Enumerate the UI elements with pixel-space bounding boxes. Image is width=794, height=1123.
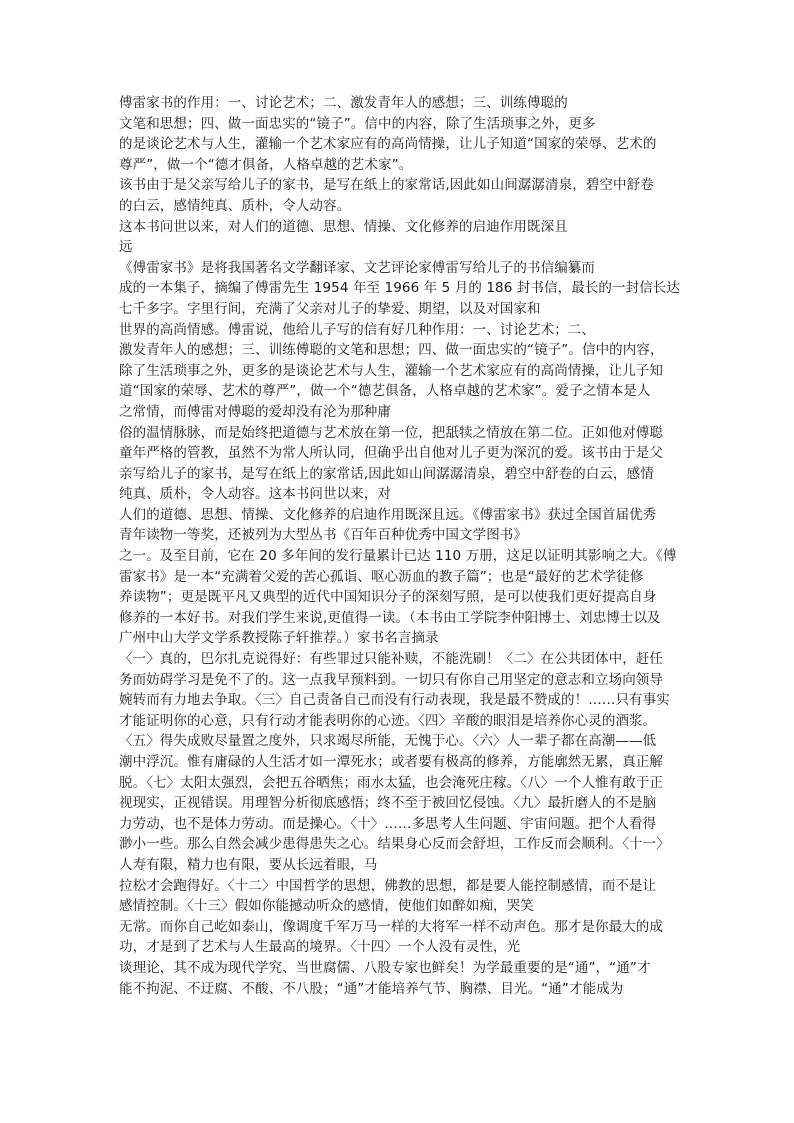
text-line: 成的一本集子，摘编了傅雷先生 1954 年至 1966 年 5 月的 186 封书信，最长的一封信长达 (119, 280, 680, 297)
text-line: 傅雷家书的作用：一、讨论艺术；二、激发青年人的感想；三、训练傅聪的 (119, 95, 568, 111)
text-line: 视现实，正视错误。用理智分析彻底感悟；终不至于被回忆侵蚀。〈九〉最折磨人的不是脑 (119, 795, 657, 812)
text-line: 之一。及至目前，它在 20 多年间的发行量累计已达 110 万册，这足以证明其影响之大。《傅 (119, 548, 677, 565)
text-line: 的白云，感情纯真、质朴，令人动容。 (119, 197, 351, 214)
text-line: 这本书问世以来，对人们的道德、思想、情操、文化修养的启迪作用既深且 (119, 218, 568, 235)
text-line: 该书由于是父亲写给儿子的家书，是写在纸上的家常话,因此如山间潺潺清泉，碧空中舒卷 (119, 177, 654, 194)
text-line: 七千多字。字里行间，充满了父亲对儿子的挚爱、期望，以及对国家和 (119, 300, 541, 317)
text-line: 〈五〉得失成败尽量置之度外，只求竭尽所能，无愧于心。〈六〉人一辈子都在高潮——低 (119, 733, 657, 750)
text-line: 能不拘泥、不迂腐、不酸、不八股；“通”才能培养气节、胸襟、目光。“通”才能成为 (119, 980, 624, 997)
text-line: 激发青年人的感想；三、训练傅聪的文笔和思想；四、做一面忠实的“镜子”。信中的内容， (119, 342, 664, 359)
text-line: 尊严”，做一个“德才俱备，人格卓越的艺术家”。 (119, 156, 413, 173)
text-line: 〈一〉真的，巴尔扎克说得好：有些罪过只能补赎，不能洗刷！〈二〉在公共团体中，赶任 (119, 651, 663, 668)
text-line: 纯真、质朴，令人动容。这本书问世以来，对 (119, 486, 391, 503)
text-line: 《傅雷家书》是将我国著名文学翻译家、文艺评论家傅雷写给儿子的书信编纂而 (119, 259, 595, 276)
text-line: 除了生活琐事之外，更多的是谈论艺术与人生，灌输一个艺术家应有的高尚情操，让儿子知 (119, 362, 663, 379)
text-line: 的是谈论艺术与人生，灌输一个艺术家应有的高尚情操，让儿子知道“国家的荣辱、艺术的 (119, 136, 657, 153)
text-line: 亲写给儿子的家书，是写在纸上的家常话,因此如山间潺潺清泉，碧空中舒卷的白云，感情 (119, 465, 654, 482)
text-line: 力劳动，也不是体力劳动。而是操心。〈十〉……多思考人生问题、宇宙问题。把个人看得 (119, 815, 657, 832)
text-line: 养读物”；更是既平凡又典型的近代中国知识分子的深刻写照，是可以使我们更好提高自身 (119, 589, 657, 606)
text-line: 拉松才会跑得好。〈十二〉中国哲学的思想，佛教的思想，都是要人能控制感情，而不是让 (119, 877, 657, 894)
text-line: 雷家书》是一本“充满着父爱的苦心孤诣、呕心沥血的教子篇”；也是“最好的艺术学徒修 (119, 568, 644, 585)
text-line: 脱。〈七〉太阳太强烈，会把五谷晒焦；雨水太猛，也会淹死庄稼。〈八〉一个人惟有敢于正 (119, 774, 664, 791)
text-line: 俗的温情脉脉，而是始终把道德与艺术放在第一位，把舐犊之情放在第二位。正如他对傅聪 (119, 424, 663, 441)
document-body (119, 93, 689, 999)
text-line: 文笔和思想；四、做一面忠实的“镜子”。信中的内容，除了生活琐事之外，更多 (119, 115, 596, 132)
text-line: 婉转而有力地去争取。〈三〉自己责备自己而没有行动表现，我是最不赞成的！……只有事实 (119, 692, 670, 709)
text-line: 感情控制。〈十三〉假如你能撼动听众的感情，使他们如醉如痴，哭笑 (119, 898, 534, 915)
text-line: 无常。而你自己屹如泰山，像调度千军万马一样的大将军一样不动声色。那才是你最大的成 (119, 918, 663, 935)
text-line: 童年严格的管教，虽然不为常人所认同，但确乎出自他对儿子更为深沉的爱。该书由于是父 (119, 445, 663, 462)
text-line: 远 (119, 239, 133, 256)
text-line: 世界的高尚情感。傅雷说，他给儿子写的信有好几种作用：一、讨论艺术；二、 (119, 321, 595, 338)
text-line: 修养的一本好书。对我们学生来说,更值得一读。（本书由工学院李仲阳博士、刘忠博士以及 (119, 609, 661, 626)
text-line: 谈理论，其不成为现代学究、当世腐儒、八股专家也鲜矣！为学最重要的是“通”，“通”才 (119, 959, 651, 976)
text-line: 功，才是到了艺术与人生最高的境界。〈十四〉一个人没有灵性，光 (119, 939, 521, 956)
text-line: 之常情，而傅雷对傅聪的爱却没有沦为那种庸 (119, 403, 391, 420)
text-line: 人寿有限，精力也有限，要从长远着眼，马 (119, 856, 378, 873)
text-line: 才能证明你的心意，只有行动才能表明你的心迹。〈四〉辛酸的眼泪是培养你心灵的酒浆。 (119, 712, 657, 729)
text-line: 广州中山大学文学系教授陈子轩推荐。）家书名言摘录 (119, 630, 439, 647)
text-line: 人们的道德、思想、情操、文化修养的启迪作用既深且远。《傅雷家书》获过全国首届优秀 (119, 506, 657, 523)
text-line: 青年读物一等奖，还被列为大型丛书《百年百种优秀中国文学图书》 (119, 527, 527, 544)
text-line: 务而妨碍学习是免不了的。这一点我早预料到。一切只有你自己用坚定的意志和立场向领导 (119, 671, 663, 688)
text-line: 潮中浮沉。惟有庸碌的人生活才如一潭死水；或者要有极高的修养，方能廓然无累，真正解 (119, 754, 663, 770)
text-line: 道“国家的荣辱、艺术的尊严”，做一个“德艺俱备，人格卓越的艺术家”。爱子之情本是人 (119, 383, 651, 400)
text-line: 渺小一些。那么自然会减少患得患失之心。结果身心反而会舒坦，工作反而会顺利。〈十一〉 (119, 836, 670, 853)
